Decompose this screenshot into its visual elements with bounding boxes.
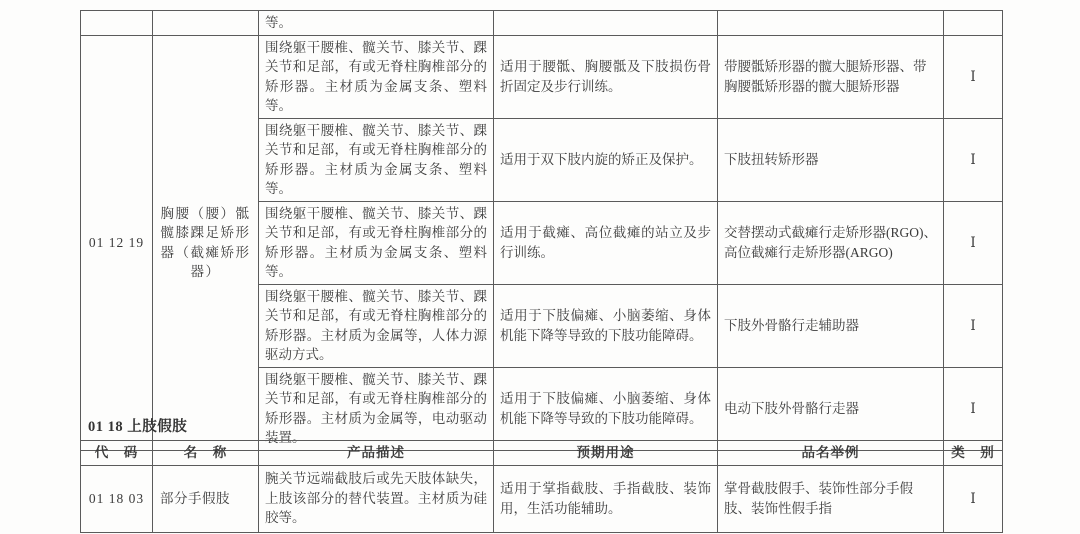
header-code: 代 码 [81,441,153,466]
cell-product-description: 腕关节远端截肢后或先天肢体缺失，上肢该部分的替代装置。主材质为硅胶等。 [259,465,494,532]
table-row [81,35,1003,118]
cell-intended-use: 适用于下肢偏瘫、小脑萎缩、身体机能下降等导致的下肢功能障碍。 [494,284,718,367]
cell-example [718,11,944,36]
cell-intended-use: 适用于截瘫、高位截瘫的站立及步行训练。 [494,201,718,284]
header-category: 类 别 [944,441,1003,466]
cell-category: Ⅰ [944,35,1003,118]
cell-intended-use [494,11,718,36]
cell-name: 部分手假肢 [153,465,259,532]
cell-example: 带腰骶矫形器的髋大腿矫形器、带胸腰骶矫形器的髋大腿矫形器 [718,35,944,118]
cell-name: 胸腰（腰）骶髋膝踝足矫形器（截瘫矫形器） [153,35,259,450]
table-row-continuation [81,11,1003,36]
section-heading: 01 18 上肢假肢 [88,419,188,435]
cell-product-description: 等。 [259,11,494,36]
upper-limb-prosthesis-table [80,440,1003,533]
cell-example: 电动下肢外骨骼行走器 [718,367,944,450]
header-intended-use: 预期用途 [494,441,718,466]
cell-product-description: 围绕躯干腰椎、髋关节、膝关节、踝关节和足部，有或无脊柱胸椎部分的矫形器。主材质为金属支条、塑料等。 [259,118,494,201]
orthosis-classification-table [80,10,1003,451]
cell-product-description: 围绕躯干腰椎、髋关节、膝关节、踝关节和足部，有或无脊柱胸椎部分的矫形器。主材质为金属等，电动驱动装置。 [259,367,494,450]
cell-example: 掌骨截肢假手、装饰性部分手假肢、装饰性假手指 [718,465,944,532]
cell-example: 交替摆动式截瘫行走矫形器(RGO)、高位截瘫行走矫形器(ARGO) [718,201,944,284]
table-row [81,465,1003,532]
cell-category: Ⅰ [944,284,1003,367]
cell-intended-use: 适用于双下肢内旋的矫正及保护。 [494,118,718,201]
table-header-row [81,441,1003,466]
cell-example: 下肢扭转矫形器 [718,118,944,201]
cell-intended-use: 适用于下肢偏瘫、小脑萎缩、身体机能下降等导致的下肢功能障碍。 [494,367,718,450]
header-name: 名 称 [153,441,259,466]
cell-code: 01 12 19 [81,35,153,450]
cell-product-description: 围绕躯干腰椎、髋关节、膝关节、踝关节和足部，有或无脊柱胸椎部分的矫形器。主材质为金属等，人体力源驱动方式。 [259,284,494,367]
header-product-description: 产品描述 [259,441,494,466]
cell-code: 01 18 03 [81,465,153,532]
cell-product-description: 围绕躯干腰椎、髋关节、膝关节、踝关节和足部，有或无脊柱胸椎部分的矫形器。主材质为金属支条、塑料等。 [259,201,494,284]
cell-code [81,11,153,36]
cell-intended-use: 适用于掌指截肢、手指截肢、装饰用，生活功能辅助。 [494,465,718,532]
cell-intended-use: 适用于腰骶、胸腰骶及下肢损伤骨折固定及步行训练。 [494,35,718,118]
header-example: 品名举例 [718,441,944,466]
cell-product-description: 围绕躯干腰椎、髋关节、膝关节、踝关节和足部，有或无脊柱胸椎部分的矫形器。主材质为金属支条、塑料等。 [259,35,494,118]
cell-category: Ⅰ [944,118,1003,201]
cell-category: Ⅰ [944,367,1003,450]
cell-example: 下肢外骨骼行走辅助器 [718,284,944,367]
cell-category: Ⅰ [944,201,1003,284]
cell-name [153,11,259,36]
cell-category: Ⅰ [944,465,1003,532]
cell-category [944,11,1003,36]
